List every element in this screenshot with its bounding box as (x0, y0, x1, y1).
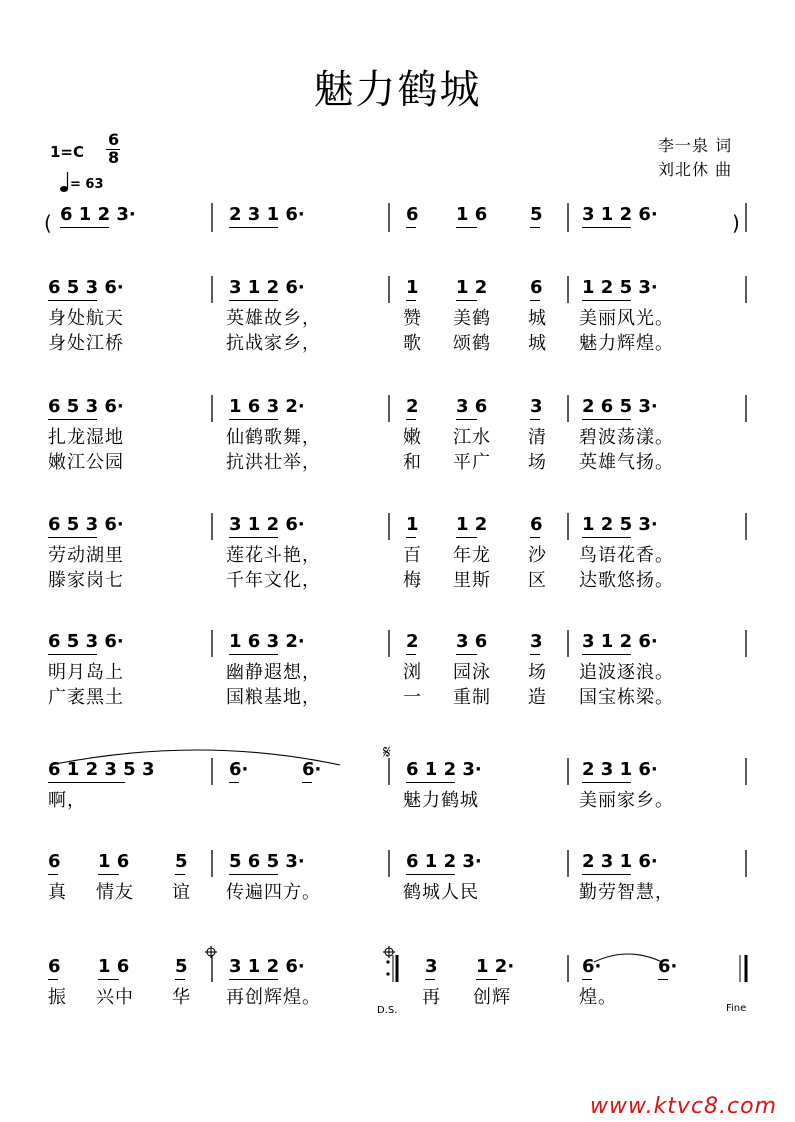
lyric-word: 煌。 (579, 987, 617, 1008)
svg-text:): ) (732, 211, 740, 235)
note-group: 2 (406, 396, 419, 417)
lyric-word: 城 (528, 333, 547, 354)
note-group: 6 5 3 6· (48, 631, 124, 652)
note-group: 1 2 5 3· (582, 277, 658, 298)
lyric-word: 嫩江公园 (48, 452, 124, 473)
lyric-word: 碧波荡漾。 (579, 427, 674, 448)
lyric-word: 场 (528, 662, 547, 683)
lyric-word: 清 (528, 427, 547, 448)
lyric-word: 啊， (48, 790, 86, 811)
note-group: 5 (175, 956, 188, 977)
note-group: 1 2· (476, 956, 515, 977)
note-group: 3 6 (456, 631, 488, 652)
note-group: 3 6 (456, 396, 488, 417)
lyric-word: 鸟语花香。 (579, 545, 674, 566)
lyric-word: 千年文化， (226, 570, 321, 591)
lyric-word: 美丽风光。 (579, 308, 674, 329)
lyric-word: 传遍四方。 (226, 882, 321, 903)
note-group: 3 1 2 6· (229, 514, 305, 535)
song-title: 魅力鹤城 (313, 67, 482, 113)
lyric-word: 里斯 (453, 570, 491, 591)
lyric-word: 华 (172, 987, 191, 1008)
lyric-word: 抗洪壮举， (226, 452, 321, 473)
note-group: 6· (658, 956, 678, 977)
lyric-word: 嫩 (403, 427, 422, 448)
note-group: 6 (48, 851, 61, 872)
note-group: 2 3 1 6· (229, 204, 305, 225)
lyric-word: 再创辉煌。 (226, 987, 321, 1008)
lyric-word: 达歌悠扬。 (579, 570, 674, 591)
fine-mark: Fine (726, 1003, 747, 1014)
lyric-word: 国宝栋梁。 (579, 687, 674, 708)
lyric-word: 年龙 (453, 545, 491, 566)
lyric-word: 扎龙湿地 (48, 427, 124, 448)
note-group: 6 (406, 204, 419, 225)
note-group: 1 6 (456, 204, 488, 225)
lyric-word: 城 (528, 308, 547, 329)
lyric-word: 重制 (453, 687, 491, 708)
lyric-word: 沙 (528, 545, 547, 566)
note-group: 6· (229, 759, 249, 780)
note-group: 6 1 2 3· (406, 759, 482, 780)
lyric-word: 创辉 (473, 987, 511, 1008)
note-group: 6· (582, 956, 602, 977)
note-group: 3 1 2 6· (229, 956, 305, 977)
lyric-word: 勤劳智慧， (579, 882, 674, 903)
lyric-word: 仙鹤歌舞， (226, 427, 321, 448)
lyric-word: 明月岛上 (48, 662, 124, 683)
note-group: 1 (406, 277, 419, 298)
note-group: 2 3 1 6· (582, 851, 658, 872)
lyric-word: 梅 (403, 570, 422, 591)
note-group: 6 1 2 3 5 3 (48, 759, 155, 780)
lyric-word: 兴中 (96, 987, 134, 1008)
lyric-word: 追波逐浪。 (579, 662, 674, 683)
note-group: 1 2 5 3· (582, 514, 658, 535)
note-group: 1 6 (98, 956, 130, 977)
lyric-word: 百 (403, 545, 422, 566)
note-group: 5 (530, 204, 543, 225)
lyric-word: 和 (403, 452, 422, 473)
lyric-word: 场 (528, 452, 547, 473)
svg-text:(: ( (44, 211, 52, 235)
note-group: 6 (530, 514, 543, 535)
note-group: 3 1 2 6· (229, 277, 305, 298)
note-group: 2 3 1 6· (582, 759, 658, 780)
lyric-word: 魅力辉煌。 (579, 333, 674, 354)
note-group: 6 (530, 277, 543, 298)
note-group: 5 6 5 3· (229, 851, 305, 872)
lyric-word: 广袤黑土 (48, 687, 124, 708)
lyric-word: 身处江桥 (48, 333, 124, 354)
lyric-word: 美鹤 (453, 308, 491, 329)
note-group: 6 5 3 6· (48, 396, 124, 417)
dal-segno-mark: D.S. (377, 1005, 398, 1016)
note-group: 1 2 (456, 514, 488, 535)
lyric-word: 江水 (453, 427, 491, 448)
lyric-word: 区 (528, 570, 547, 591)
note-group: 6· (302, 759, 322, 780)
lyric-word: 振 (48, 987, 67, 1008)
lyric-word: 魅力鹤城 (403, 790, 479, 811)
note-group: 3 (530, 631, 543, 652)
lyric-word: 莲花斗艳， (226, 545, 321, 566)
note-group: 3 (530, 396, 543, 417)
lyric-word: 身处航天 (48, 308, 124, 329)
watermark: www.ktvc8.com (590, 1094, 778, 1119)
note-group: 6 5 3 6· (48, 277, 124, 298)
lyric-word: 一 (403, 687, 422, 708)
time-signature-top: 6 (108, 130, 120, 149)
lyric-word: 浏 (403, 662, 422, 683)
composer-credit: 刘北休 曲 (658, 160, 733, 179)
note-group: 1 6 3 2· (229, 396, 305, 417)
note-group: 1 2 (456, 277, 488, 298)
lyric-word: 英雄气扬。 (579, 452, 674, 473)
lyric-word: 鹤城人民 (403, 882, 479, 903)
lyric-word: 再 (422, 987, 441, 1008)
lyric-word: 美丽家乡。 (579, 790, 674, 811)
note-group: 2 (406, 631, 419, 652)
lyric-word: 平广 (453, 452, 491, 473)
lyric-word: 劳动湖里 (48, 545, 124, 566)
time-signature-bottom: 8 (108, 148, 120, 167)
lyric-word: 真 (48, 882, 67, 903)
lyric-word: 谊 (172, 882, 191, 903)
note-group: 6 (48, 956, 61, 977)
lyric-word: 国粮基地， (226, 687, 321, 708)
lyric-word: 造 (528, 687, 547, 708)
note-group: 6 1 2 3· (406, 851, 482, 872)
key-signature: 1=C (50, 143, 85, 161)
lyric-word: 抗战家乡， (226, 333, 321, 354)
note-group: 3 1 2 6· (582, 631, 658, 652)
note-group: 5 (175, 851, 188, 872)
note-group: 1 6 3 2· (229, 631, 305, 652)
lyric-word: 滕家岗七 (48, 570, 124, 591)
lyric-word: 英雄故乡， (226, 308, 321, 329)
note-group: 2 6 5 3· (582, 396, 658, 417)
note-group: 1 6 (98, 851, 130, 872)
lyric-word: 情友 (96, 882, 134, 903)
lyric-word: 颂鹤 (453, 333, 491, 354)
note-group: 1 (406, 514, 419, 535)
note-group: 6 5 3 6· (48, 514, 124, 535)
segno-sign: 𝄋 (383, 742, 391, 763)
note-group: 3 1 2 6· (582, 204, 658, 225)
lyric-word: 赞 (403, 308, 422, 329)
lyric-word: 幽静遐想， (226, 662, 321, 683)
note-group: 6 1 2 3· (60, 204, 136, 225)
lyric-word: 园泳 (453, 662, 491, 683)
lyricist-credit: 李一泉 词 (658, 136, 733, 155)
note-group: 3 (425, 956, 438, 977)
tempo-marking: = 63 (70, 177, 104, 192)
lyric-word: 歌 (403, 333, 422, 354)
